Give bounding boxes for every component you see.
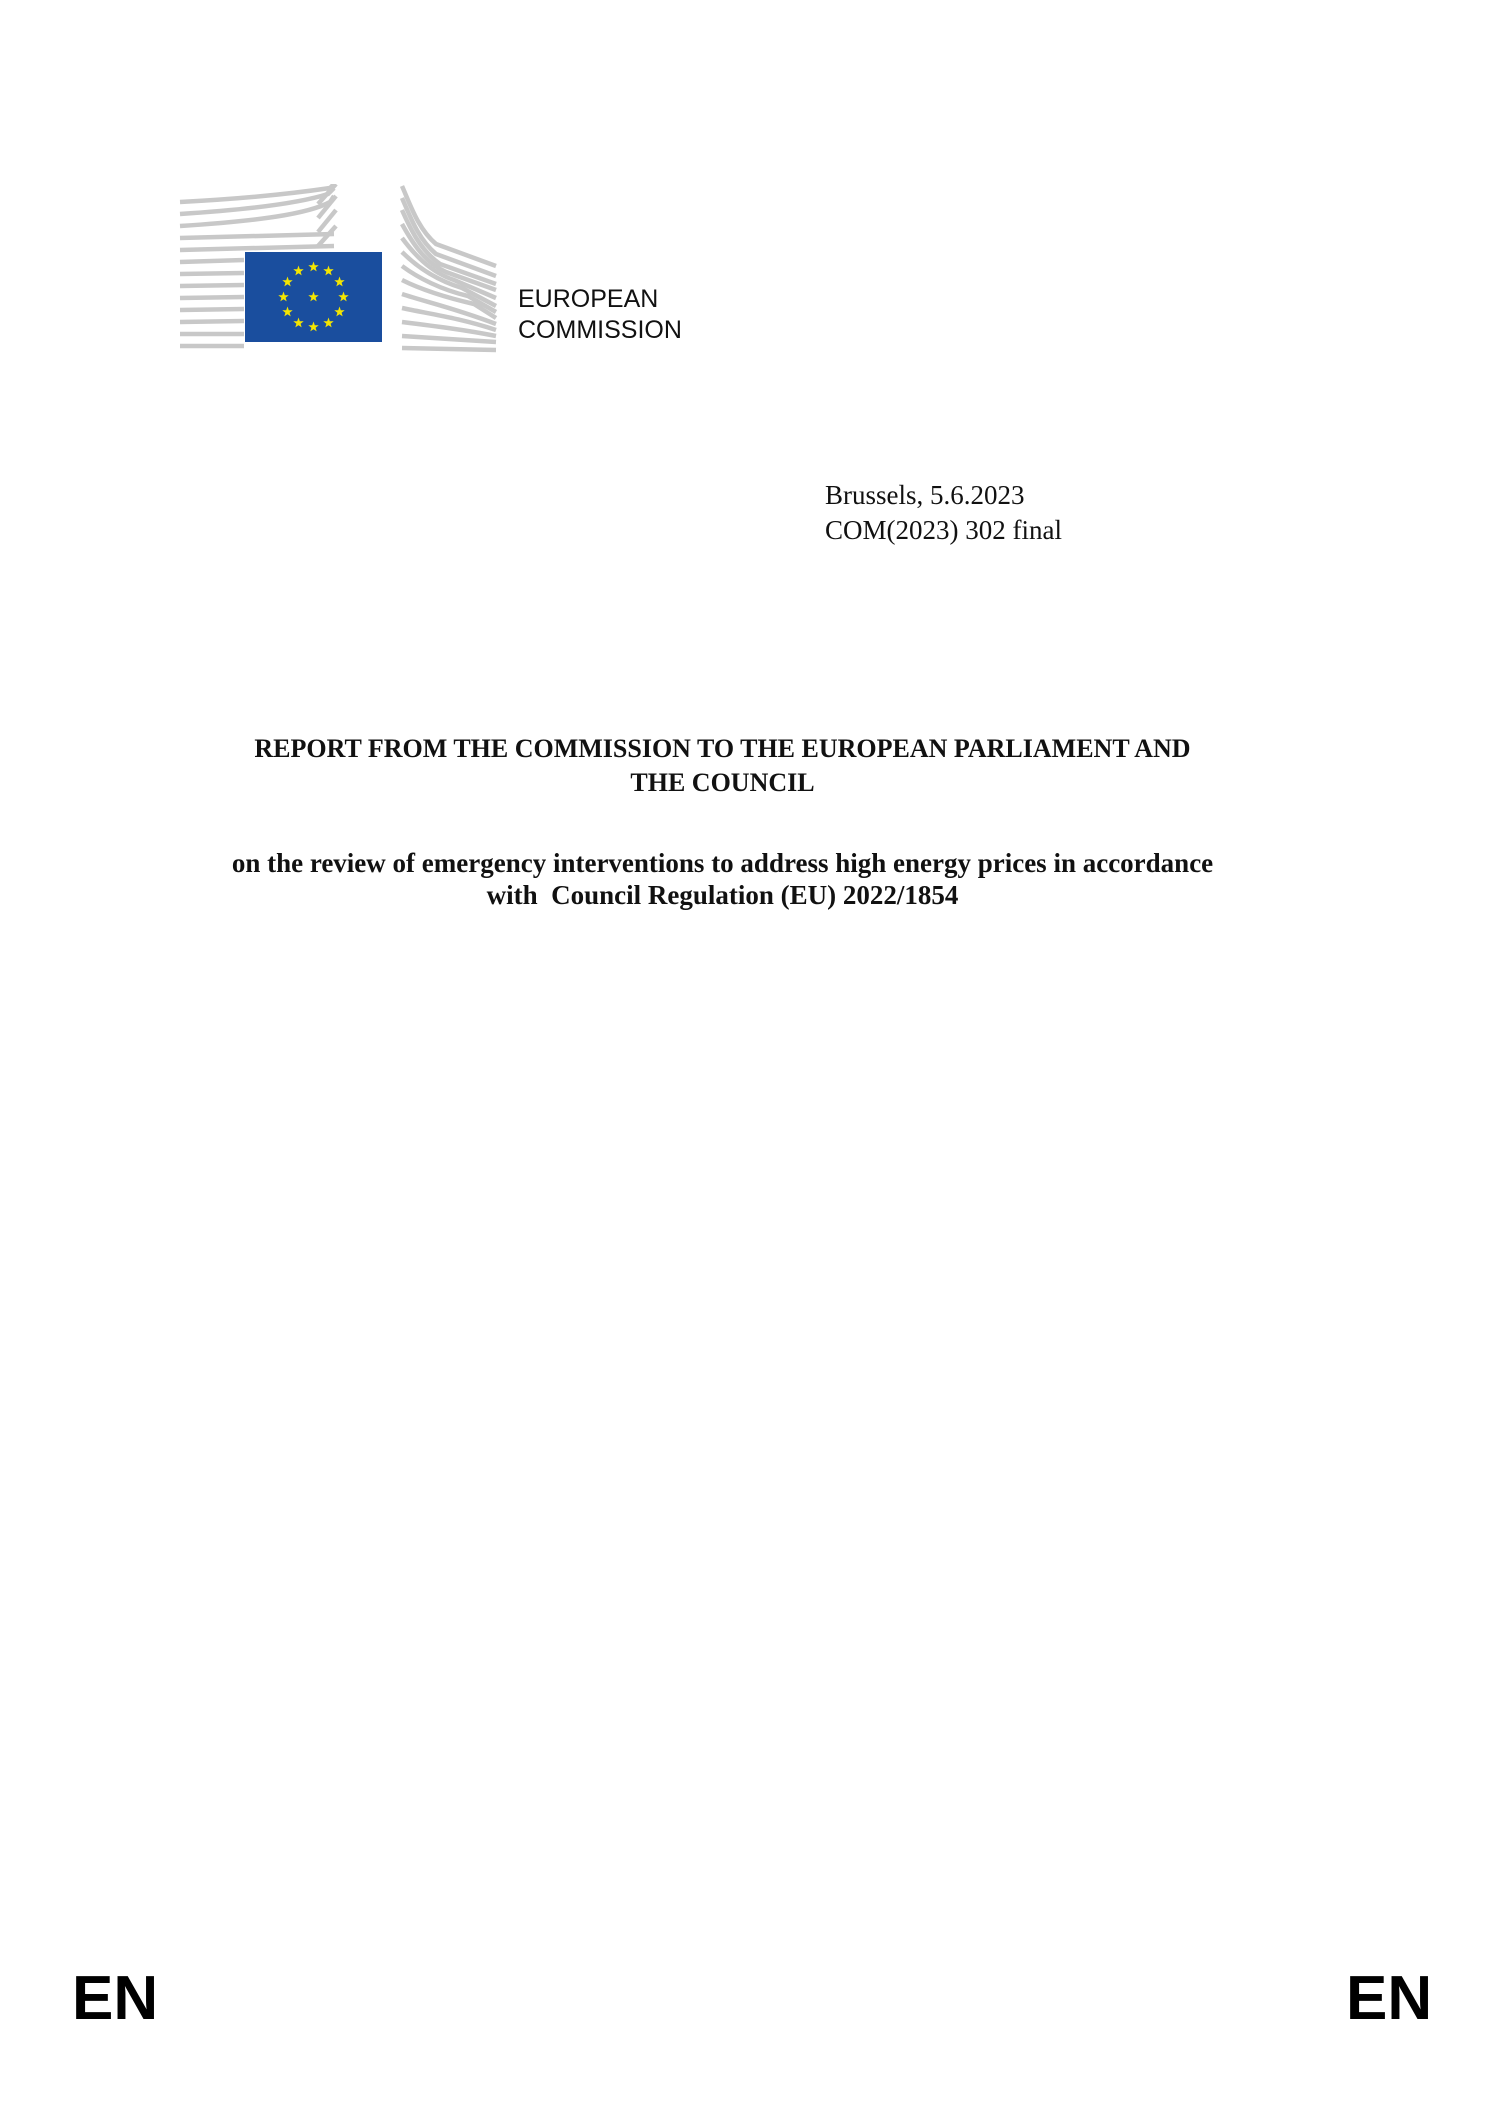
subtitle-line-2: with Council Regulation (EU) 2022/1854 [486,880,959,910]
place-date: Brussels, 5.6.2023 [825,480,1025,510]
logo-line-european: EUROPEAN [518,285,659,313]
european-commission-logo [178,184,738,354]
language-code-left: EN [72,1964,159,2033]
document-subtitle [180,847,1265,911]
logo-wordmark [518,284,682,346]
subtitle-line-1: on the review of emergency interventions to address high energy prices in accordance [231,848,1214,878]
logo-line-commission: COMMISSION [518,316,682,344]
title-line-2: THE COUNCIL [630,768,815,797]
document-reference: COM(2023) 302 final [825,515,1062,545]
document-meta [825,478,1062,548]
title-line-1: REPORT FROM THE COMMISSION TO THE EUROPEAN PARLIAMENT AND [254,734,1191,763]
berlaymont-building-icon [178,184,508,354]
language-code-right: EN [1346,1964,1433,2033]
document-title [180,732,1265,800]
